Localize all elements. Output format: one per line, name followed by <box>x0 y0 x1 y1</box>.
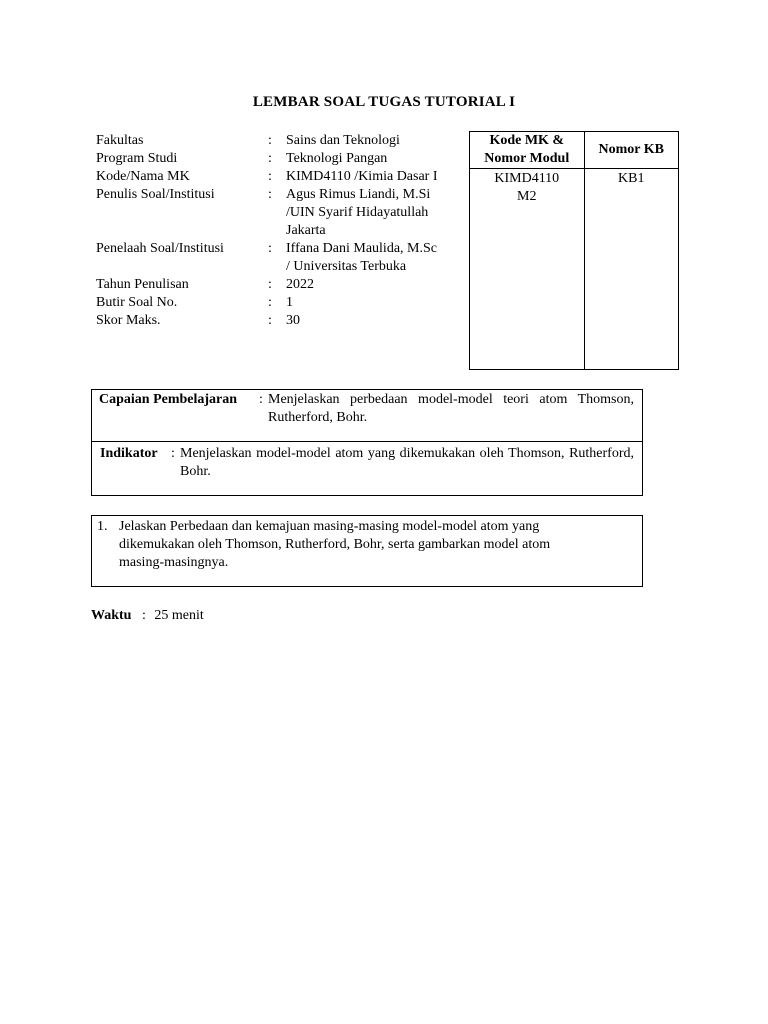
info-value: Iffana Dani Maulida, M.Sc / Universitas Terbuka <box>286 241 437 274</box>
info-row-kode-nama-mk <box>96 168 446 186</box>
indikator-text: Menjelaskan model-model atom yang dikemukakan oleh Thomson, Rutherford, Bohr. <box>180 446 634 479</box>
info-colon: : <box>268 295 272 310</box>
waktu-label: Waktu <box>91 608 132 623</box>
info-value: 30 <box>286 313 300 328</box>
info-value: KIMD4110 /Kimia Dasar I <box>286 169 438 184</box>
indikator-colon: : <box>171 446 175 461</box>
table-header-row <box>470 132 679 169</box>
info-colon: : <box>268 277 272 292</box>
question-number: 1. <box>97 519 108 534</box>
question-box <box>91 515 643 587</box>
info-label: Program Studi <box>96 151 178 166</box>
info-label: Fakultas <box>96 133 144 148</box>
waktu-value: 25 menit <box>154 608 204 623</box>
table-row <box>470 169 679 370</box>
info-colon: : <box>268 241 272 256</box>
indikator-label: Indikator <box>100 446 158 461</box>
info-colon: : <box>268 133 272 148</box>
indikator-row <box>92 442 642 495</box>
cell-kode-mk <box>470 169 585 370</box>
cell-nomor-kb: KB1 <box>584 169 678 370</box>
info-label: Butir Soal No. <box>96 295 178 310</box>
header-nomor-kb: Nomor KB <box>584 132 678 169</box>
info-value: Sains dan Teknologi <box>286 133 400 148</box>
info-row-penulis <box>96 186 446 240</box>
info-label: Penulis Soal/Institusi <box>96 187 215 202</box>
info-row-fakultas <box>96 132 446 150</box>
capaian-row <box>92 390 642 442</box>
info-colon: : <box>268 313 272 328</box>
info-label: Skor Maks. <box>96 313 161 328</box>
info-row-butir-soal <box>96 294 446 312</box>
waktu-colon: : <box>141 608 146 623</box>
course-info <box>96 132 446 330</box>
info-row-program-studi <box>96 150 446 168</box>
kode-mk-value: KIMD4110 M2 <box>494 171 560 204</box>
page-title: LEMBAR SOAL TUGAS TUTORIAL I <box>252 94 516 110</box>
info-row-penelaah <box>96 240 446 276</box>
capaian-indikator-box <box>91 389 643 496</box>
info-label: Tahun Penulisan <box>96 277 189 292</box>
info-label: Penelaah Soal/Institusi <box>96 241 224 256</box>
info-value: 2022 <box>286 277 314 292</box>
info-colon: : <box>268 169 272 184</box>
info-colon: : <box>268 187 272 202</box>
header-kode-mk: Kode MK & Nomor Modul <box>470 132 585 169</box>
info-value: 1 <box>286 295 293 310</box>
capaian-colon: : <box>259 392 263 407</box>
kode-mk-table <box>469 131 679 370</box>
info-value: Teknologi Pangan <box>286 151 388 166</box>
info-label: Kode/Nama MK <box>96 169 190 184</box>
info-row-skor-maks <box>96 312 446 330</box>
waktu-line <box>91 607 204 625</box>
info-value: Agus Rimus Liandi, M.Si /UIN Syarif Hidayatullah Jakarta <box>286 187 431 238</box>
info-colon: : <box>268 151 272 166</box>
info-row-tahun <box>96 276 446 294</box>
capaian-text: Menjelaskan perbedaan model-model teori atom Thomson, Rutherford, Bohr. <box>268 392 634 425</box>
capaian-label: Capaian Pembelajaran <box>99 392 238 407</box>
question-text: Jelaskan Perbedaan dan kemajuan masing-masing model-model atom yang dikemukakan oleh Thomson, Rutherford, Bohr, serta gambarkan model atom masing-masingnya. <box>119 519 551 570</box>
